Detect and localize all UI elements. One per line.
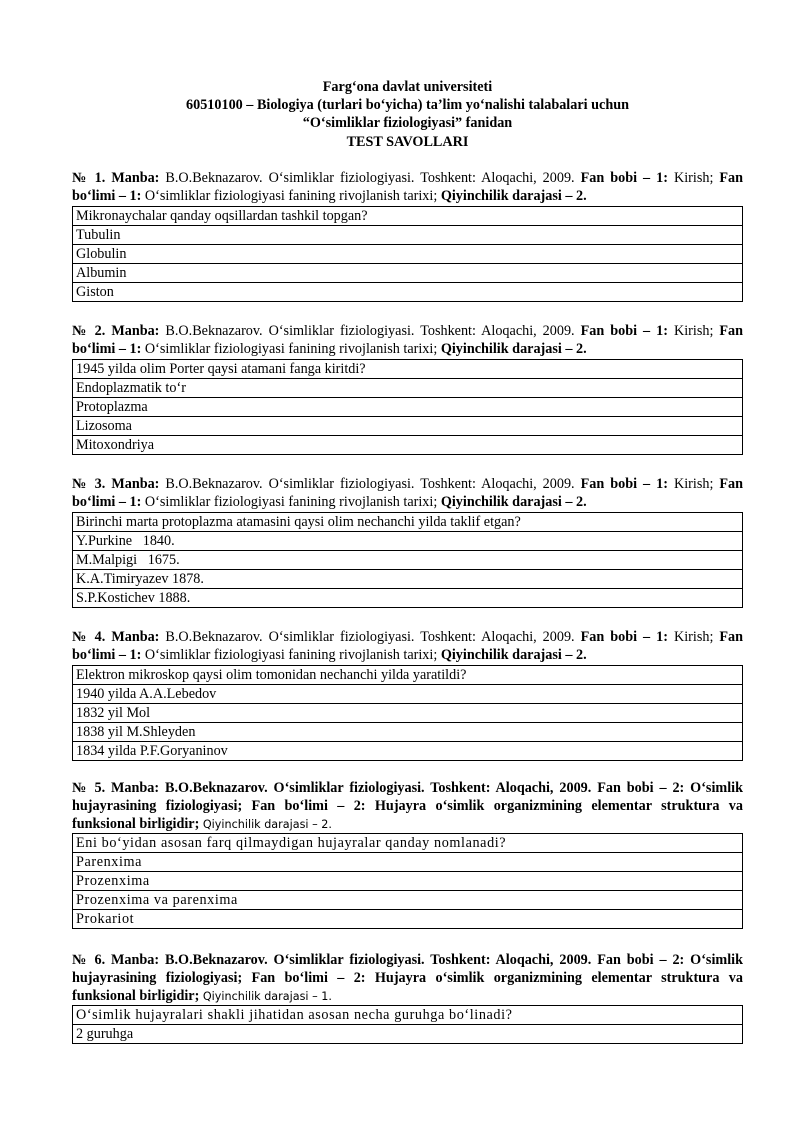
question-text: O‘simlik hujayralari shakli jihatidan asosan necha guruhga bo‘linadi? [73, 1006, 743, 1025]
question-text: Eni bo‘yidan asosan farq qilmaydigan hujayralar qanday nomlanadi? [73, 834, 743, 853]
question-table [72, 665, 743, 761]
question-text: 1945 yilda olim Porter qaysi atamani fanga kiritdi? [73, 359, 743, 378]
answer-option: Y.Purkine 1840. [73, 531, 743, 550]
question-source: № 6. Manba: B.O.Beknazarov. O‘simliklar fiziologiyasi. Toshkent: Aloqachi, 2009. Fan bobi – 2: O‘simlik hujayrasining fiziologiyasi; Fan bo‘limi – 2: Hujayra o‘simlik organizmining elementar struktura va funksional birligidir; Qiyinchilik darajasi – 1. [72, 952, 743, 1004]
answer-option: Protoplazma [73, 397, 743, 416]
answer-option: K.A.Timiryazev 1878. [73, 569, 743, 588]
answer-option: 1838 yil M.Shleyden [73, 722, 743, 741]
subject-line: “O‘simliklar fiziologiyasi” fanidan [302, 115, 513, 132]
question-source: № 5. Manba: B.O.Beknazarov. O‘simliklar fiziologiyasi. Toshkent: Aloqachi, 2009. Fan bobi – 2: O‘simlik hujayrasining fiziologiyasi; Fan bo‘limi – 2: Hujayra o‘simlik organizmining elementar struktura va funksional birligidir; Qiyinchilik darajasi – 2. [72, 780, 743, 832]
answer-option: Prozenxima [73, 872, 743, 891]
answer-option: M.Malpigi 1675. [73, 550, 743, 569]
question-table [72, 833, 743, 929]
answer-option: Albumin [73, 263, 743, 282]
question-source: № 4. Manba: B.O.Beknazarov. O‘simliklar fiziologiyasi. Toshkent: Aloqachi, 2009. Fan bobi – 1: Kirish; Fan bo‘limi – 1: O‘simliklar fiziologiyasi fanining rivojlanish tarixi; Qiyinchilik darajasi – 2. [72, 629, 744, 663]
document-header [72, 78, 743, 151]
answer-option: Prokariot [73, 910, 743, 929]
answer-option: Tubulin [73, 225, 743, 244]
answer-option: Endoplazmatik to‘r [73, 378, 743, 397]
question-block-2 [72, 323, 743, 455]
question-table [72, 512, 743, 608]
answer-option: S.P.Kostichev 1888. [73, 588, 743, 607]
question-text: Mikronaychalar qanday oqsillardan tashkil topgan? [73, 206, 743, 225]
answer-option: Lizosoma [73, 416, 743, 435]
question-block-6 [72, 952, 743, 1044]
answer-option: 1834 yilda P.F.Goryaninov [73, 741, 743, 760]
answer-option: Parenxima [73, 853, 743, 872]
answer-option: Mitoxondriya [73, 435, 743, 454]
answer-option: 1940 yilda A.A.Lebedov [73, 684, 743, 703]
question-text: Elektron mikroskop qaysi olim tomonidan nechanchi yilda yaratildi? [73, 665, 743, 684]
question-block-5 [72, 780, 743, 929]
question-source: № 1. Manba: B.O.Beknazarov. O‘simliklar fiziologiyasi. Toshkent: Aloqachi, 2009. Fan bobi – 1: Kirish; Fan bo‘limi – 1: O‘simliklar fiziologiyasi fanining rivojlanish tarixi; Qiyinchilik darajasi – 2. [72, 170, 744, 204]
question-block-3 [72, 476, 743, 608]
question-source: № 2. Manba: B.O.Beknazarov. O‘simliklar fiziologiyasi. Toshkent: Aloqachi, 2009. Fan bobi – 1: Kirish; Fan bo‘limi – 1: O‘simliklar fiziologiyasi fanining rivojlanish tarixi; Qiyinchilik darajasi – 2. [72, 323, 744, 357]
question-table [72, 1005, 743, 1044]
question-table [72, 206, 743, 302]
question-block-1 [72, 170, 743, 302]
answer-option: Globulin [73, 244, 743, 263]
answer-option: 2 guruhga [73, 1025, 743, 1044]
program-line: 60510100 – Biologiya (turlari bo‘yicha) ta’lim yo‘nalishi talabalari uchun [186, 97, 629, 114]
question-block-4 [72, 629, 743, 761]
document-title: TEST SAVOLLARI [346, 133, 469, 150]
answer-option: Giston [73, 282, 743, 301]
university-name: Farg‘ona davlat universiteti [322, 79, 493, 95]
question-source: № 3. Manba: B.O.Beknazarov. O‘simliklar fiziologiyasi. Toshkent: Aloqachi, 2009. Fan bobi – 1: Kirish; Fan bo‘limi – 1: O‘simliklar fiziologiyasi fanining rivojlanish tarixi; Qiyinchilik darajasi – 2. [72, 476, 744, 510]
question-text: Birinchi marta protoplazma atamasini qaysi olim nechanchi yilda taklif etgan? [73, 512, 743, 531]
question-table [72, 359, 743, 455]
answer-option: 1832 yil Mol [73, 703, 743, 722]
answer-option: Prozenxima va parenxima [73, 891, 743, 910]
